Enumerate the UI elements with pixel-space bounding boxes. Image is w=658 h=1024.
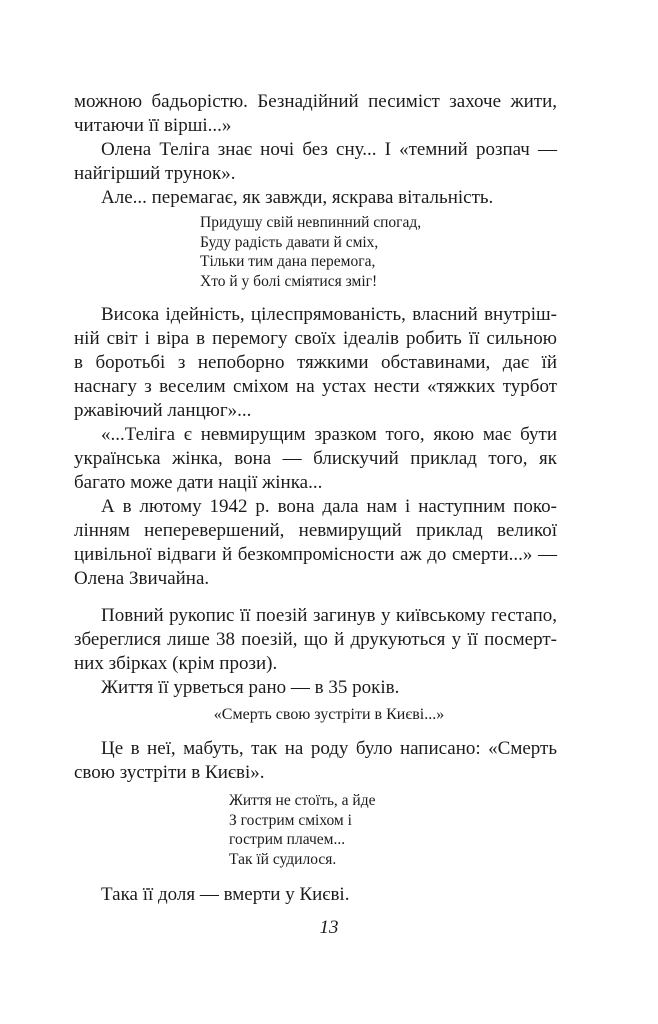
text-line: збереглися лише 38 поезій, що й друкуються у її посмерт- [74,629,557,650]
verse-line: Хто й у болі сміятися зміг! [200,272,378,290]
text-line: Але... перемагає, як завжди, яскрава вітальність. [101,187,494,208]
verse-line: З гострим сміхом і [229,811,352,829]
text-line: можною бадьорістю. Безнадійний песиміст захоче жити, [74,91,557,112]
centered-quote: «Смерть свою зустріти в Києві...» [213,706,445,723]
text-line: ржавіючий ланцюг»... [74,400,252,421]
text-line: Висока ідейність, цілеспрямованість, власний внутріш- [101,304,557,325]
text-line: українська жінка, вона — блискучий приклад того, як [74,448,557,469]
text-line: Життя її урветься рано — в 35 років. [101,677,400,698]
verse-line: Так їй судилося. [229,850,337,868]
text-line: в боротьбі з непоборно тяжкими обставинами, дає їй [74,352,557,373]
verse-line: гострим плачем... [229,831,346,848]
text-line: читаючи її вірші...» [74,115,232,136]
text-line: лінням неперевершений, невмирущий приклад великої [74,520,557,541]
text-line: Олена Теліга знає ночі без сну... І «темний розпач — [101,139,557,160]
text-line: ній світ і віра в перемогу своїх ідеалів робить її сильною [74,328,557,349]
text-line: Така її доля — вмерти у Києві. [101,884,350,905]
text-line: А в лютому 1942 р. вона дала нам і наступним поко- [101,496,557,517]
text-line: Це в неї, мабуть, так на роду було написано: «Смерть [101,738,557,759]
verse-line: Буду радість давати й сміх, [200,233,379,251]
text-line: Олена Звичайна. [74,568,210,589]
text-line: багато може дати нації жінка... [74,472,323,493]
text-line: Повний рукопис її поезій загинув у київському гестапо, [101,605,557,626]
text-line: наснагу з веселим сміхом на устах нести «тяжких турбот [74,376,557,397]
verse-line: Придушу свій невпинний спогад, [200,214,422,231]
page-number: 13 [319,917,339,938]
text-line: найгірший трунок». [74,163,236,184]
verse-line: Життя не стоїть, а йде [229,792,376,809]
text-line: свою зустріти в Києві». [74,762,265,783]
text-line: них збірках (крім прози). [74,653,278,674]
text-line: цивільної відваги й безкомпромісности аж до смерти...» — [74,544,557,565]
verse-line: Тільки тим дана перемога, [200,253,376,270]
text-line: «...Теліга є невмирущим зразком того, якою має бути [101,424,557,445]
